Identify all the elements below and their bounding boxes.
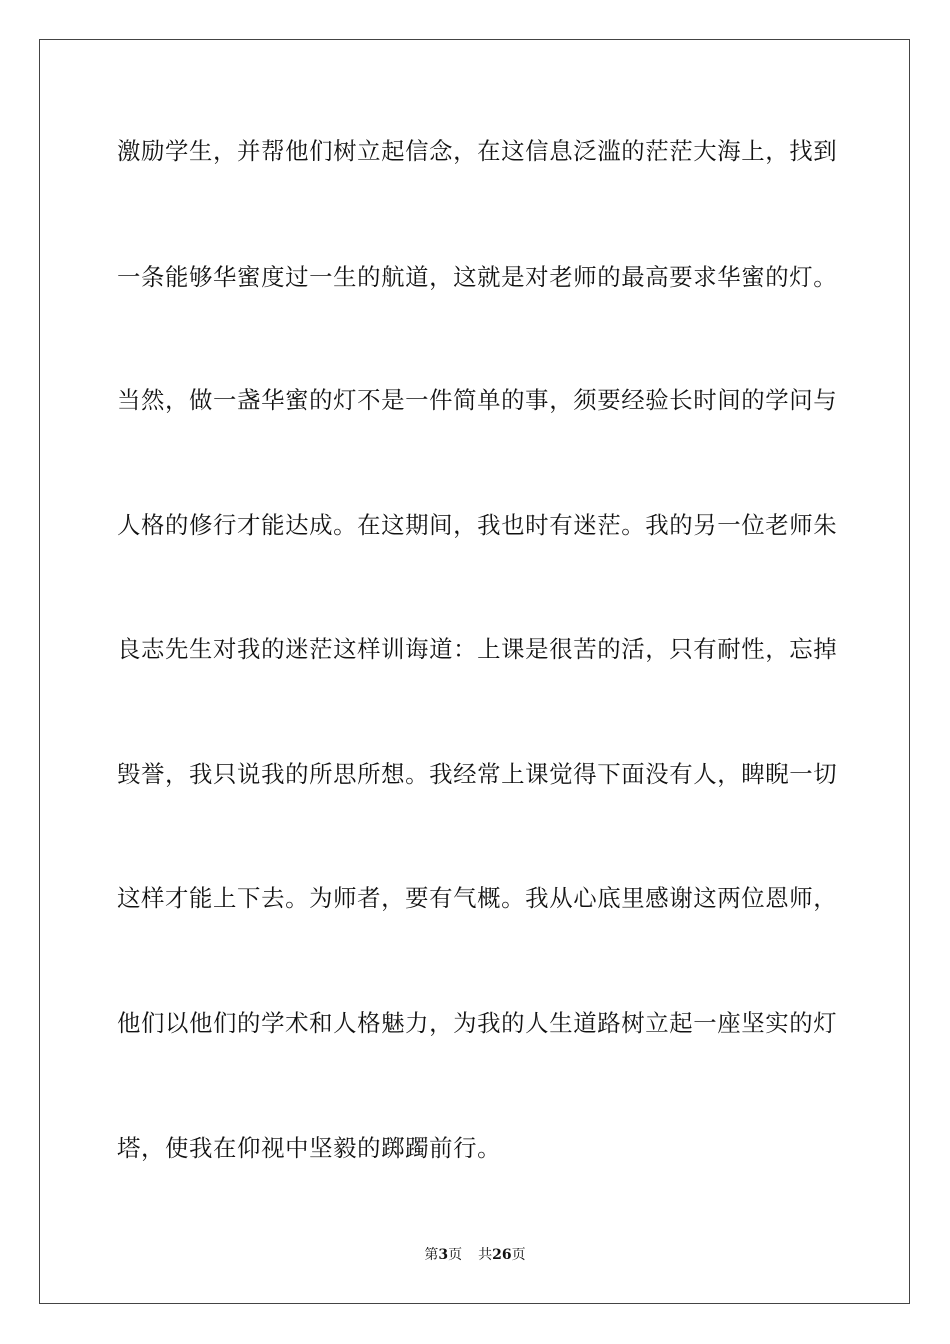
page-prefix: 第 bbox=[424, 1247, 439, 1263]
text-line: 当然，做一盏华蜜的灯不是一件简单的事，须要经验长时间的学问与 bbox=[117, 386, 838, 414]
page-number: 3 bbox=[438, 1247, 449, 1263]
text-line: 一条能够华蜜度过一生的航道，这就是对老师的最高要求华蜜的灯。 bbox=[117, 263, 838, 291]
text-line: 塔，使我在仰视中坚毅的踯躅前行。 bbox=[117, 1134, 502, 1162]
total-suffix: 页 bbox=[511, 1247, 526, 1263]
text-line: 毁誉，我只说我的所思所想。我经常上课觉得下面没有人，睥睨一切 bbox=[117, 760, 838, 788]
text-line: 人格的修行才能达成。在这期间，我也时有迷茫。我的另一位老师朱 bbox=[117, 511, 838, 539]
page-suffix: 页 bbox=[448, 1247, 463, 1263]
total-pages: 26 bbox=[492, 1247, 512, 1263]
text-line: 良志先生对我的迷茫这样训诲道：上课是很苦的活，只有耐性，忘掉 bbox=[117, 635, 838, 663]
page-border bbox=[39, 39, 910, 1304]
text-line: 他们以他们的学术和人格魅力，为我的人生道路树立起一座坚实的灯 bbox=[117, 1009, 838, 1037]
text-line: 激励学生，并帮他们树立起信念，在这信息泛滥的茫茫大海上，找到 bbox=[117, 137, 838, 165]
page-footer bbox=[0, 1245, 950, 1265]
text-line: 这样才能上下去。为师者，要有气概。我从心底里感谢这两位恩师， bbox=[117, 884, 838, 912]
total-prefix: 共 bbox=[478, 1247, 493, 1263]
